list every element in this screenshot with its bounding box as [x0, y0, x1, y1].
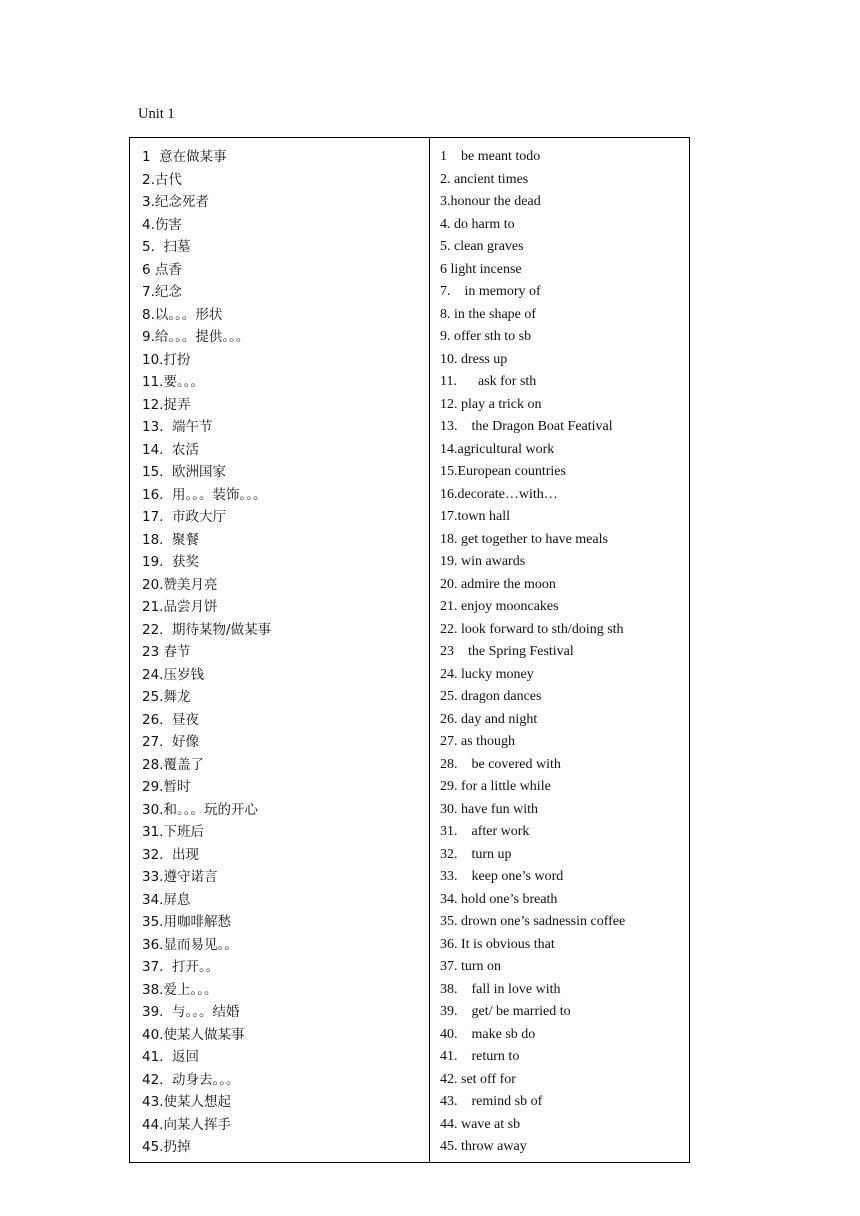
- english-phrase: 41. return to: [440, 1049, 520, 1064]
- chinese-phrase: 24.压岁钱: [142, 666, 204, 683]
- english-phrase: 20. admire the moon: [440, 576, 556, 592]
- english-phrase: 42. set off for: [440, 1071, 516, 1087]
- english-phrase: 30. have fun with: [440, 801, 538, 817]
- chinese-phrase: 38.爱上。。。: [142, 981, 218, 998]
- english-column: [430, 138, 689, 1162]
- chinese-phrase: 17. 市政大厅: [142, 509, 227, 525]
- english-phrase: 24. lucky money: [440, 666, 534, 682]
- english-phrase: 34. hold one’s breath: [440, 891, 558, 907]
- english-phrase: 36. It is obvious that: [440, 936, 555, 952]
- english-phrase: 33. keep one’s word: [440, 869, 564, 884]
- english-phrase: 23 the Spring Festival: [440, 644, 574, 659]
- vocabulary-table: [129, 137, 690, 1163]
- english-phrase: 38. fall in love with: [440, 981, 561, 997]
- chinese-phrase: 8.以。。。形状: [142, 306, 223, 323]
- chinese-phrase: 43.使某人想起: [142, 1094, 231, 1110]
- chinese-phrase: 9.给。。。提供。。。: [142, 329, 250, 345]
- english-phrase: 15.European countries: [440, 464, 566, 479]
- english-phrase: 16.decorate…with…: [440, 486, 558, 502]
- english-phrase: 27. as though: [440, 734, 516, 749]
- chinese-phrase: 11.要。。。: [142, 374, 204, 390]
- english-phrase: 17.town hall: [440, 509, 510, 524]
- english-phrase: 44. wave at sb: [440, 1116, 521, 1132]
- chinese-phrase: 34.屏息: [142, 891, 191, 908]
- chinese-phrase: 30.和。。。玩的开心: [142, 801, 258, 818]
- chinese-phrase: 25.舞龙: [142, 689, 191, 705]
- english-phrase: 32. turn up: [440, 846, 512, 862]
- chinese-phrase: 22. 期待某物/做某事: [142, 621, 272, 638]
- chinese-phrase: 6 点香: [142, 261, 182, 278]
- english-phrase: 21. enjoy mooncakes: [440, 599, 559, 614]
- english-phrase: 11. ask for sth: [440, 374, 537, 389]
- chinese-phrase: 33.遵守诺言: [142, 869, 218, 885]
- english-phrase: 2. ancient times: [440, 171, 529, 187]
- english-phrase: 35. drown one’s sadnessin coffee: [440, 914, 626, 929]
- english-phrase: 14.agricultural work: [440, 441, 555, 457]
- english-phrase: 9. offer sth to sb: [440, 329, 532, 344]
- english-phrase: 43. remind sb of: [440, 1094, 543, 1109]
- chinese-phrase: 41. 返回: [142, 1049, 200, 1065]
- english-phrase: 6 light incense: [440, 261, 522, 277]
- chinese-column: [130, 138, 430, 1162]
- chinese-phrase: 45.扔掉: [142, 1139, 191, 1155]
- chinese-phrase: 14. 农活: [142, 441, 200, 458]
- english-phrase: 19. win awards: [440, 554, 526, 569]
- english-phrase: 37. turn on: [440, 959, 502, 974]
- unit-title: Unit 1: [138, 106, 175, 122]
- english-phrase: 29. for a little while: [440, 779, 551, 794]
- english-phrase: 4. do harm to: [440, 216, 515, 232]
- english-phrase: 45. throw away: [440, 1139, 527, 1154]
- english-phrase: 8. in the shape of: [440, 306, 537, 322]
- english-phrase: 5. clean graves: [440, 239, 524, 254]
- chinese-phrase: 28.覆盖了: [142, 756, 204, 773]
- english-phrase: 40. make sb do: [440, 1026, 536, 1042]
- chinese-phrase: 40.使某人做某事: [142, 1026, 245, 1043]
- english-phrase: 18. get together to have meals: [440, 531, 608, 547]
- chinese-phrase: 1 意在做某事: [142, 149, 227, 165]
- chinese-phrase: 23 春节: [142, 644, 191, 660]
- chinese-phrase: 35.用咖啡解愁: [142, 914, 231, 930]
- english-phrase: 31. after work: [440, 824, 530, 839]
- chinese-phrase: 29.暂时: [142, 779, 191, 795]
- chinese-phrase: 20.赞美月亮: [142, 576, 218, 593]
- chinese-phrase: 36.显而易见。。: [142, 936, 238, 953]
- chinese-phrase: 19. 获奖: [142, 554, 200, 570]
- chinese-phrase: 39. 与。。。结婚: [142, 1004, 240, 1020]
- chinese-phrase: 44.向某人挥手: [142, 1116, 231, 1133]
- english-phrase: 3.honour the dead: [440, 194, 541, 209]
- chinese-phrase: 2.古代: [142, 171, 182, 188]
- english-phrase: 28. be covered with: [440, 756, 561, 772]
- chinese-phrase: 18. 聚餐: [142, 531, 200, 548]
- english-phrase: 12. play a trick on: [440, 396, 542, 412]
- chinese-phrase: 4.伤害: [142, 216, 182, 233]
- chinese-phrase: 21.品尝月饼: [142, 599, 218, 615]
- english-phrase: 13. the Dragon Boat Featival: [440, 419, 613, 434]
- chinese-phrase: 32. 出现: [142, 846, 200, 863]
- chinese-phrase: 16. 用。。。装饰。。。: [142, 486, 267, 503]
- chinese-phrase: 7.纪念: [142, 284, 182, 300]
- english-phrase: 1 be meant todo: [440, 149, 541, 164]
- english-phrase: 39. get/ be married to: [440, 1004, 571, 1019]
- english-phrase: 22. look forward to sth/doing sth: [440, 621, 624, 637]
- english-phrase: 26. day and night: [440, 711, 538, 727]
- chinese-phrase: 3.纪念死者: [142, 194, 209, 210]
- chinese-phrase: 13. 端午节: [142, 419, 213, 435]
- chinese-phrase: 42. 动身去。。。: [142, 1071, 240, 1088]
- english-phrase: 10. dress up: [440, 351, 508, 367]
- chinese-phrase: 12.捉弄: [142, 396, 191, 413]
- english-phrase: 25. dragon dances: [440, 689, 542, 704]
- chinese-phrase: 31.下班后: [142, 824, 204, 840]
- english-phrase: 7. in memory of: [440, 284, 541, 299]
- chinese-phrase: 37. 打开。。: [142, 959, 220, 975]
- chinese-phrase: 26. 昼夜: [142, 711, 200, 728]
- chinese-phrase: 5. 扫墓: [142, 239, 191, 255]
- chinese-phrase: 27. 好像: [142, 734, 200, 750]
- chinese-phrase: 15. 欧洲国家: [142, 464, 227, 480]
- chinese-phrase: 10.打扮: [142, 351, 191, 368]
